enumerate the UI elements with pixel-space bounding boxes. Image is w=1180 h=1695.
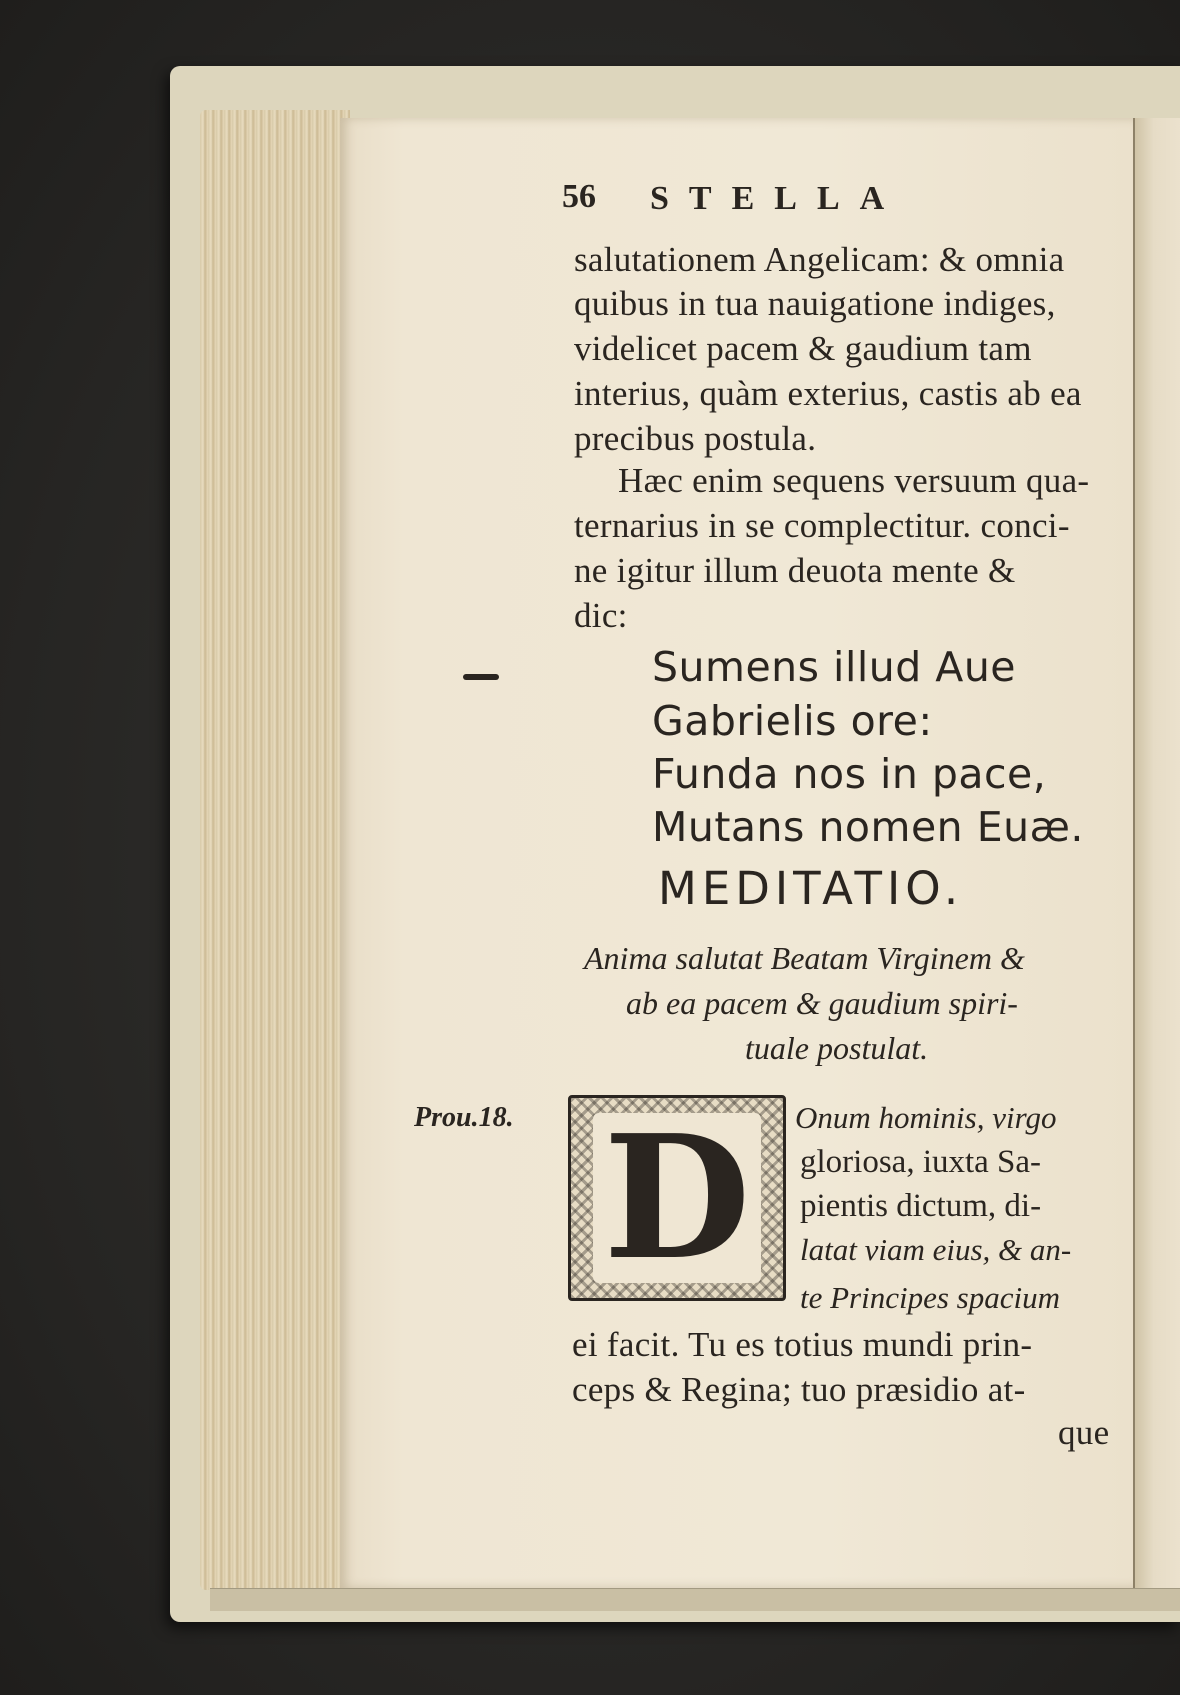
subtitle-line: ab ea pacem & gaudium spiri-	[626, 985, 1018, 1021]
text-line: latat viam eius, & an-	[800, 1232, 1072, 1267]
verse-line: Gabrielis ore:	[652, 697, 933, 745]
text-line: quibus in tua nauigatione indiges,	[574, 284, 1056, 323]
text-line: ceps & Regina; tuo præsidio at-	[572, 1370, 1026, 1409]
text-line: videlicet pacem & gaudium tam	[574, 329, 1032, 368]
subtitle-line: tuale postulat.	[745, 1030, 929, 1066]
margin-dash-mark	[463, 674, 499, 680]
text-line: pientis dictum, di-	[800, 1188, 1042, 1224]
verse-line: Mutans nomen Euæ.	[652, 803, 1084, 851]
text-line: gloriosa, iuxta Sa-	[800, 1144, 1042, 1180]
text-line: ei facit. Tu es totius mundi prin-	[572, 1325, 1033, 1364]
text-line: ne igitur illum deuota mente &	[574, 551, 1016, 590]
page-edges	[200, 110, 350, 1590]
running-title: STELLA	[650, 180, 905, 217]
text-line: Hæc enim sequens versuum qua-	[618, 461, 1090, 500]
facing-page-edge	[1133, 118, 1180, 1588]
cover-bottom-edge	[210, 1588, 1180, 1611]
verse-line: Sumens illud Aue	[652, 643, 1017, 691]
text-line: dic:	[574, 596, 628, 635]
text-line: ternarius in se complectitur. conci-	[574, 506, 1070, 545]
decorated-initial	[568, 1095, 786, 1301]
text-line: Onum hominis, virgo	[795, 1100, 1057, 1135]
verse-line: Funda nos in pace,	[652, 750, 1047, 798]
text-line: precibus postula.	[574, 419, 817, 458]
initial-letter: D	[593, 1113, 760, 1283]
text-line: interius, quàm exterius, castis ab ea	[574, 374, 1082, 413]
section-heading: MEDITATIO.	[658, 862, 964, 915]
page-number: 56	[562, 178, 596, 215]
text-line: salutationem Angelicam: & omnia	[574, 240, 1065, 279]
text-line: te Principes spacium	[800, 1280, 1061, 1315]
subtitle-line: Anima salutat Beatam Virginem &	[584, 940, 1025, 976]
margin-note: Prou.18.	[414, 1102, 514, 1133]
catchword: que	[1058, 1413, 1110, 1452]
